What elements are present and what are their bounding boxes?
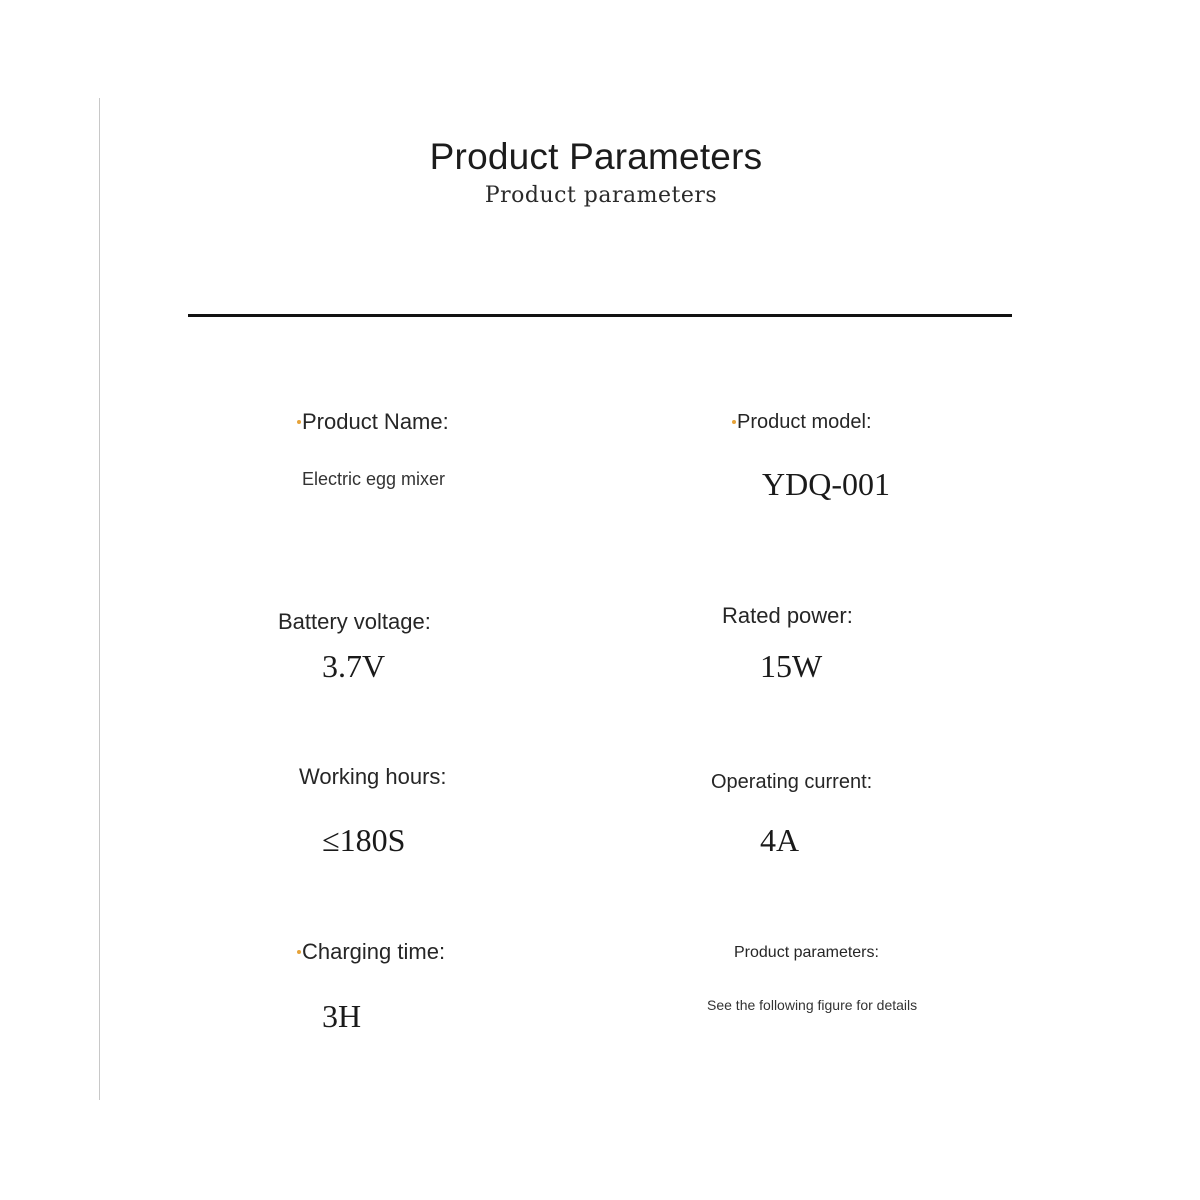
product-model-value: YDQ-001 bbox=[762, 466, 890, 502]
bullet-icon bbox=[732, 420, 736, 424]
more-params-label: Product parameters: bbox=[734, 944, 879, 961]
product-name-label-wrap bbox=[297, 409, 449, 435]
more-params-note: See the following figure for details bbox=[707, 997, 918, 1013]
working-hours-label: Working hours: bbox=[299, 764, 447, 789]
left-border-line bbox=[99, 98, 100, 1100]
product-name-value: Electric egg mixer bbox=[302, 469, 446, 489]
charging-time-label-wrap bbox=[297, 939, 445, 965]
product-model-label-wrap bbox=[732, 411, 872, 434]
header-divider bbox=[188, 314, 1012, 317]
page-title: Product Parameters bbox=[429, 136, 763, 177]
charging-time-label: Charging time: bbox=[302, 939, 446, 964]
rated-power-value: 15W bbox=[760, 648, 823, 684]
bullet-icon bbox=[297, 420, 301, 424]
working-hours-value: ≤180S bbox=[322, 822, 406, 858]
operating-current-value: 4A bbox=[760, 822, 800, 858]
battery-voltage-value: 3.7V bbox=[322, 648, 386, 684]
page-subtitle: Product parameters bbox=[484, 183, 718, 208]
battery-voltage-label: Battery voltage: bbox=[278, 609, 431, 634]
charging-time-value: 3H bbox=[322, 998, 362, 1034]
product-name-label: Product Name: bbox=[302, 409, 449, 434]
rated-power-label: Rated power: bbox=[722, 603, 853, 628]
operating-current-label: Operating current: bbox=[711, 771, 873, 793]
product-model-label: Product model: bbox=[737, 411, 872, 433]
bullet-icon bbox=[297, 950, 301, 954]
